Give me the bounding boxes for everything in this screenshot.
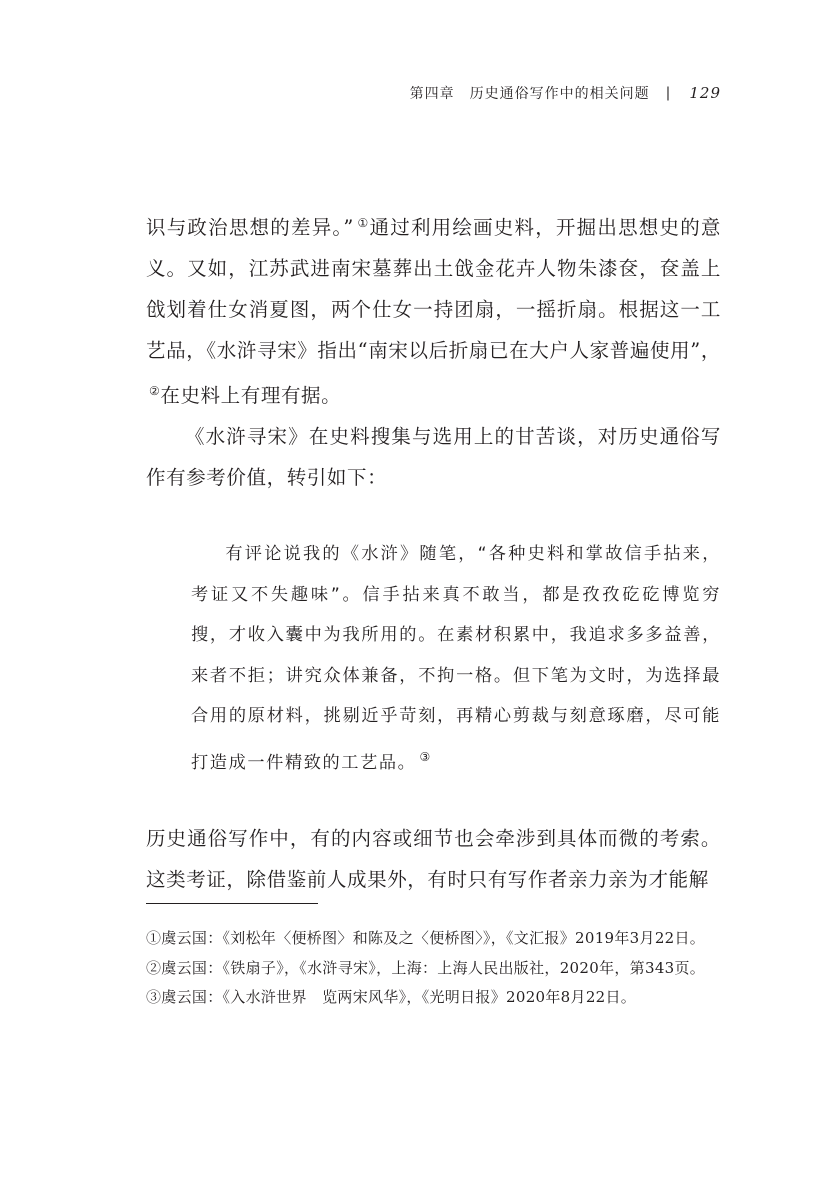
quote-text: 有评论说我的《水浒》随笔，“各种史料和掌故信手拈来，考证又不失趣味”。信手拈来真不敢当，都是孜孜矻矻博览穷搜，才收入囊中为我所用的。在素材积累中，我追求多多益善，来者不拒；讲究众体兼备，不拘一格。但下笔为文时，为选择最合用的原材料，挑剔近乎苛刻，再精心剪裁与刻意琢磨，尽可能打造成一件精致的工艺品。 <box>191 544 721 773</box>
paragraph-3: 历史通俗写作中，有的内容或细节也会牵涉到具体而微的考索。这类考证，除借鉴前人成果外，有时只有写作者亲力亲为才能解 <box>146 827 721 891</box>
footnote-ref-1: ① <box>356 216 370 230</box>
paragraph-2: 《水浒寻宋》在史料搜集与选用上的甘苦谈，对历史通俗写作有参考价值，转引如下： <box>146 425 721 489</box>
paragraph-1 <box>146 203 721 416</box>
page-number: 129 <box>689 84 721 102</box>
footnote-divider <box>146 903 318 904</box>
footnote-ref-3: ③ <box>419 749 432 764</box>
quote-paragraph <box>191 534 721 783</box>
main-text-top <box>146 203 721 498</box>
paragraph-1-part-1: 识与政治思想的差异。” <box>146 216 354 239</box>
header-separator: | <box>665 85 672 101</box>
chapter-title: 第四章 历史通俗写作中的相关问题 <box>409 86 650 102</box>
footnotes <box>146 925 721 1014</box>
paragraph-1-part-3: 在史料上有理有据。 <box>160 384 342 407</box>
running-head <box>410 83 721 103</box>
main-text-bottom <box>146 818 721 900</box>
footnote-1: ①虞云国：《刘松年〈便桥图〉和陈及之〈便桥图〉》，《文汇报》2019年3月22日。 <box>146 929 706 947</box>
footnote-3: ③虞云国：《入水浒世界 览两宋风华》，《光明日报》2020年8月22日。 <box>146 988 637 1006</box>
footnote-ref-2: ② <box>149 384 161 398</box>
paragraph-1-part-2: 通过利用绘画史料，开掘出思想史的意义。又如，江苏武进南宋墓葬出土戗金花卉人物朱漆奁，奁盖上戗划着仕女消夏图，两个仕女一持团扇，一摇折扇。根据这一工艺品，《水浒寻宋》指出“南宋以后折扇已在大户人家普遍使用”， <box>146 216 722 362</box>
footnote-2: ②虞云国：《铁扇子》，《水浒寻宋》，上海：上海人民出版社，2020年，第343页。 <box>146 958 706 977</box>
block-quote <box>191 534 721 783</box>
